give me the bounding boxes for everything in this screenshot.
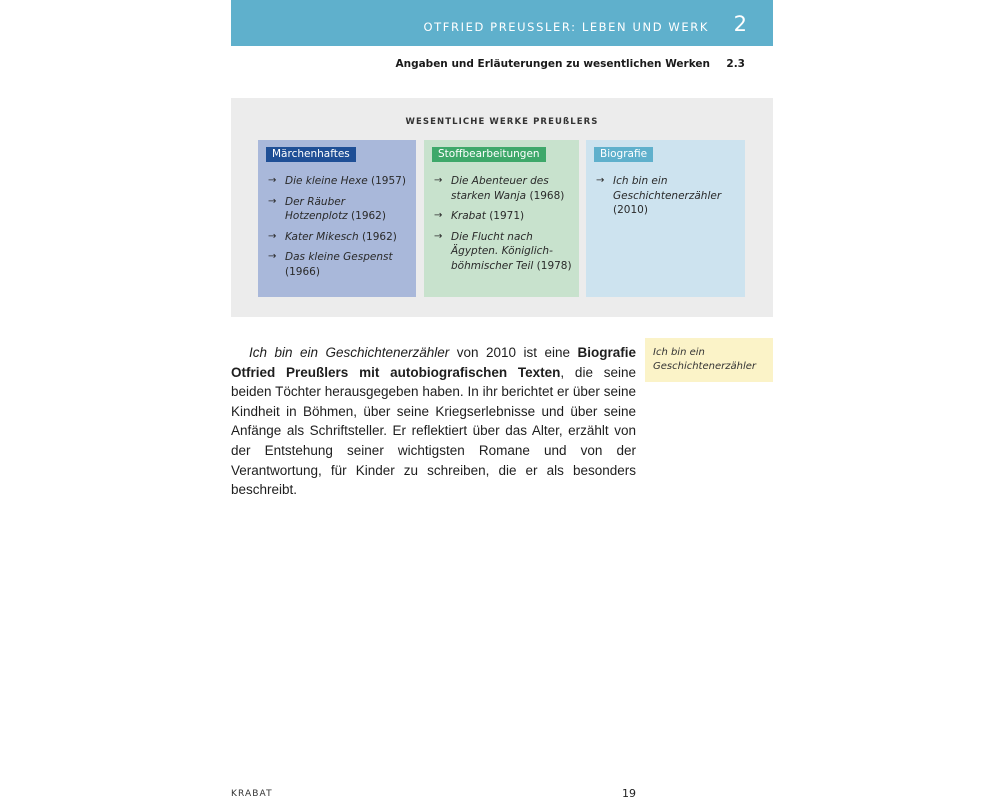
paragraph-text: , die seine beiden Töchter herausgegeben haben. In ihr berichtet er über seine Kindheit in Böhmen, über seine Kriegserlebnisse und über seine Anfänge als Schriftsteller. Er reflektiert über das Alter, erzählt von der Entstehung seiner wichtigsten Romane und von der Verantwortung, für Kinder zu schreiben, die er als besonders beschreibt. <box>231 364 636 498</box>
list-item <box>596 174 739 218</box>
column-biografie <box>586 140 745 297</box>
work-title: Der Räuber Hotzenplotz <box>285 195 348 222</box>
work-title: Ich bin ein Geschichtenerzähler <box>613 175 722 202</box>
work-title: Die Flucht nach Ägypten. Königlich-böhmischer Teil <box>451 230 553 272</box>
column-stoffbearbeitungen <box>424 140 579 297</box>
work-title: Das kleine Gespenst <box>285 251 393 263</box>
work-title: Die kleine Hexe <box>285 175 368 187</box>
column-label: Stoffbearbeitungen <box>432 147 546 162</box>
works-list <box>268 174 410 285</box>
section-title: Angaben und Erläuterungen zu wesentlichen Werken <box>395 58 710 70</box>
list-item <box>434 230 573 274</box>
arrow-right-icon: → <box>268 195 277 207</box>
column-label: Märchenhaftes <box>266 147 356 162</box>
column-label: Biografie <box>594 147 653 162</box>
paragraph-text: von 2010 ist eine <box>449 345 578 360</box>
list-item <box>268 195 410 224</box>
work-year: (2010) <box>613 204 648 216</box>
overview-title: WESENTLICHE WERKE PREUßLERS <box>405 117 599 127</box>
arrow-right-icon: → <box>596 175 605 186</box>
column-maerchenhaftes <box>258 140 416 297</box>
work-year: (1978) <box>536 259 572 272</box>
page-number: 19 <box>622 787 636 800</box>
works-list <box>596 174 739 224</box>
list-item <box>434 174 573 203</box>
footer-book-title: KRABAT <box>231 789 273 799</box>
chapter-header-bar <box>231 0 773 46</box>
work-year: (1962) <box>361 230 397 243</box>
emphasis-text: Biografie Otfried Preußlers mit autobiografischen Texten <box>231 345 636 380</box>
work-year: (1966) <box>285 265 320 278</box>
work-title: Die Abenteuer des starken Wanja <box>451 175 549 202</box>
works-overview-box <box>231 98 773 317</box>
works-list <box>434 174 573 279</box>
work-title: Kater Mikesch <box>285 230 359 243</box>
book-title: Ich bin ein Geschichtenerzähler <box>249 345 450 360</box>
body-paragraph <box>231 343 636 500</box>
work-year: (1957) <box>371 175 406 187</box>
section-header <box>231 58 773 74</box>
arrow-right-icon: → <box>268 230 277 242</box>
list-item <box>268 230 410 245</box>
paragraph <box>231 343 636 500</box>
list-item <box>434 209 573 224</box>
chapter-number: 2 <box>733 12 747 36</box>
arrow-right-icon: → <box>434 210 443 221</box>
arrow-right-icon: → <box>434 175 443 186</box>
chapter-title: OTFRIED PREUSSLER: LEBEN UND WERK <box>423 20 709 34</box>
arrow-right-icon: → <box>268 175 277 186</box>
list-item <box>268 174 410 189</box>
margin-note: Ich bin ein Geschichtenerzähler <box>645 338 773 382</box>
arrow-right-icon: → <box>434 230 443 242</box>
arrow-right-icon: → <box>268 251 277 262</box>
work-year: (1971) <box>489 210 525 222</box>
work-year: (1962) <box>351 210 386 222</box>
work-title: Krabat <box>451 210 486 222</box>
list-item <box>268 250 410 279</box>
work-year: (1968) <box>529 189 565 202</box>
section-number: 2.3 <box>726 58 745 70</box>
